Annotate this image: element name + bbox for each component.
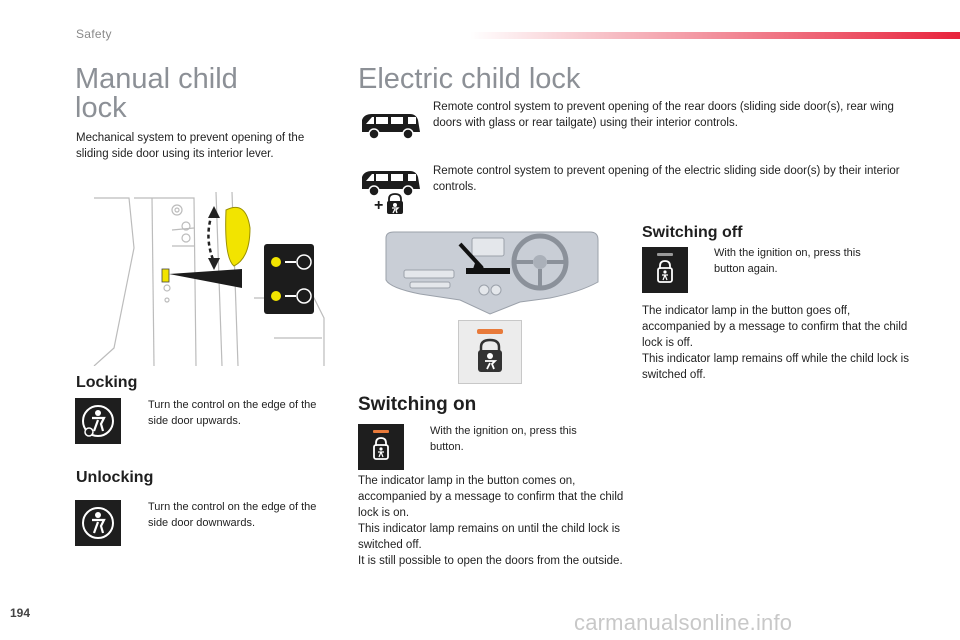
electric-title: Electric child lock bbox=[358, 63, 581, 95]
manual-title-line2: lock bbox=[75, 92, 127, 124]
door-lever-illustration bbox=[74, 188, 332, 366]
manual-title-line1: Manual child bbox=[75, 63, 238, 95]
dashboard-illustration bbox=[380, 228, 602, 318]
header-accent-bar bbox=[470, 32, 960, 39]
unlocking-instruction bbox=[126, 499, 326, 533]
switching-on-instruction bbox=[408, 423, 608, 457]
page-number: 194 bbox=[10, 606, 31, 620]
locking-heading: Locking bbox=[76, 374, 138, 391]
switching-off-bullet: With the ignition on, press this button again. bbox=[714, 247, 861, 275]
switching-off-text: The indicator lamp in the button goes off, accompanied by a message to confirm that the child lock is off. This indicator lamp remains off while the child lock is switched off. bbox=[642, 305, 909, 381]
locking-instruction bbox=[126, 397, 326, 431]
child-lock-button-closeup bbox=[458, 320, 522, 384]
manual-intro: Mechanical system to prevent opening of the sliding side door using its interior lever. bbox=[76, 132, 305, 160]
switching-off-heading: Switching off bbox=[642, 224, 743, 241]
switching-off-instruction bbox=[692, 245, 912, 279]
unlocking-icon bbox=[75, 500, 121, 546]
sliding-door-text: Remote control system to prevent opening of the electric sliding side door(s) by their interior controls. bbox=[433, 165, 900, 193]
watermark: carmanualsonline.info bbox=[574, 610, 793, 635]
child-lock-button-on-icon bbox=[358, 424, 404, 470]
switching-on-text: The indicator lamp in the button comes on, accompanied by a message to confirm that the child lock is on. This indicator lamp remains on until the child lock is switched off. It is still possible to open the doors from the outside. bbox=[358, 475, 624, 567]
unlocking-text: Turn the control on the edge of the side door downwards. bbox=[148, 501, 317, 529]
switching-on-bullet: With the ignition on, press this button. bbox=[430, 425, 577, 453]
child-lock-button-off-icon bbox=[642, 247, 688, 293]
switching-on-heading: Switching on bbox=[358, 394, 477, 415]
plus-sign: + bbox=[374, 197, 384, 214]
locking-text: Turn the control on the edge of the side door upwards. bbox=[148, 399, 317, 427]
locking-icon bbox=[75, 398, 121, 444]
section-label: Safety bbox=[76, 27, 112, 41]
unlocking-heading: Unlocking bbox=[76, 469, 154, 486]
van-rear-doors-icon bbox=[358, 110, 422, 140]
child-lock-symbol-icon bbox=[385, 193, 405, 215]
rear-doors-text: Remote control system to prevent opening of the rear doors (sliding side door(s), rear wing doors with glass or rear tailgate) using their interior controls. bbox=[433, 101, 894, 129]
